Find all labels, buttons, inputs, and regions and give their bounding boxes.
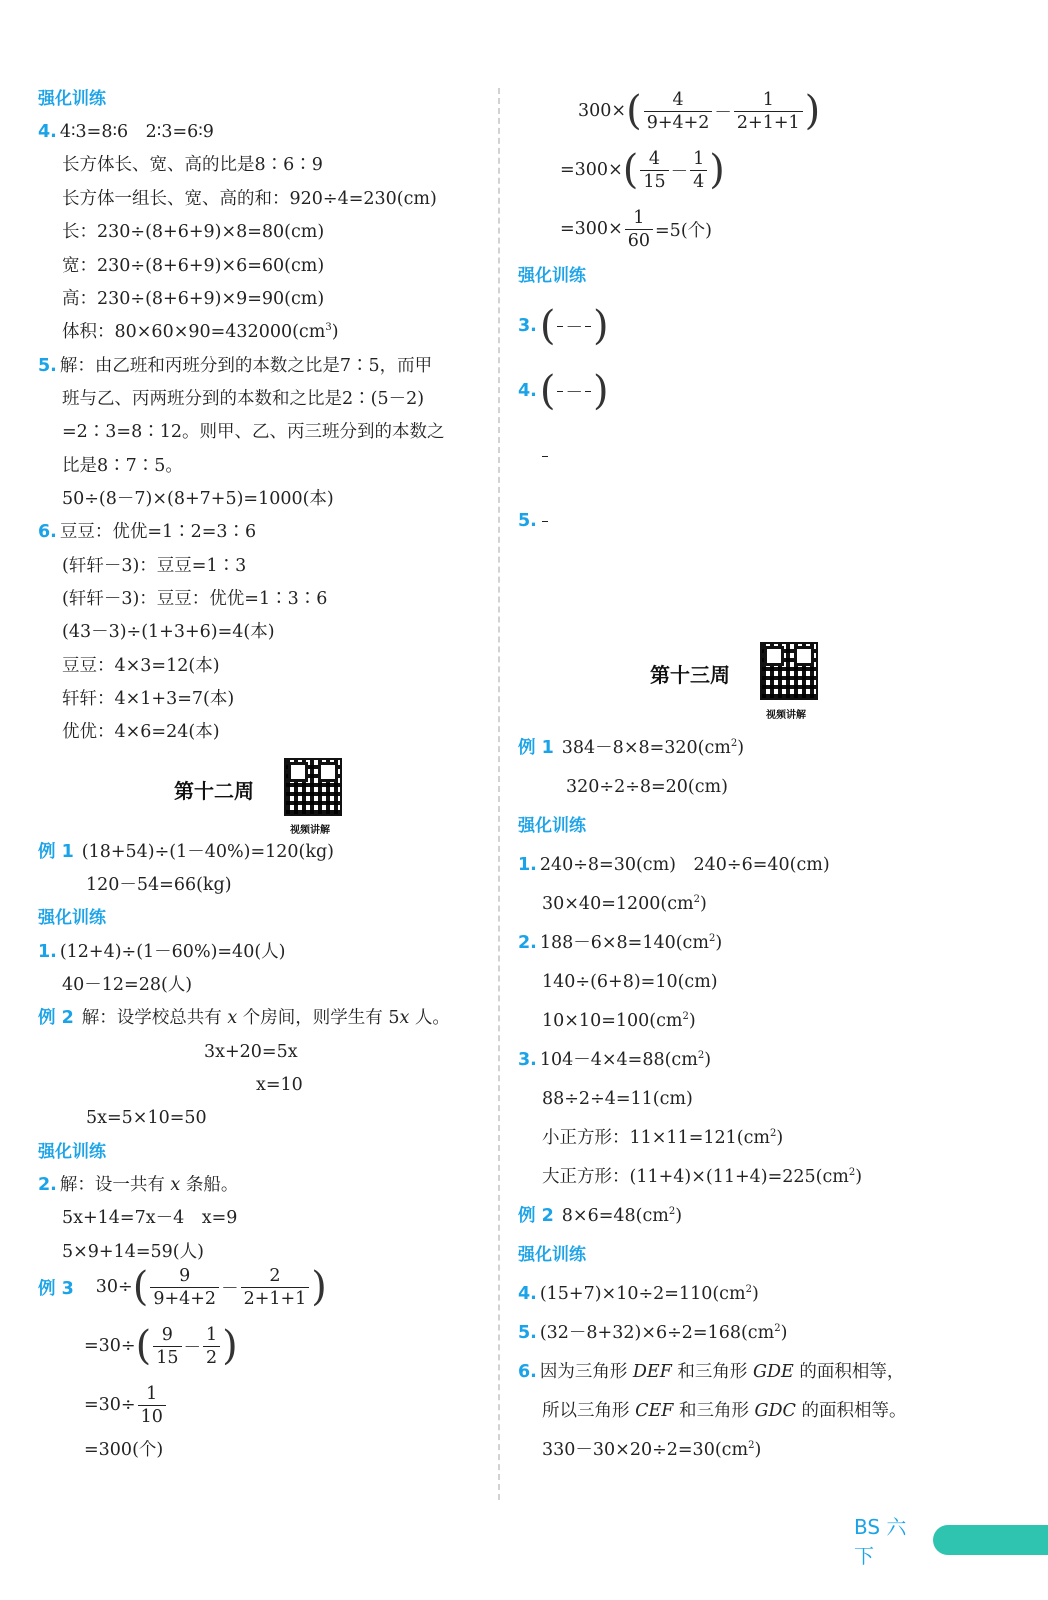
q5-line-1: 5. [518, 496, 550, 546]
q6-line-1: 6. 因为三角形 DEF 和三角形 GDE 的面积相等， [518, 1362, 905, 1382]
example-2-eq-2: x=10 [256, 1075, 303, 1095]
column-divider [498, 88, 500, 1500]
q4-line-6: 高：230÷(8+6+9)×9=90(cm) [62, 289, 325, 309]
q5-line-4: 比是8∶7∶5。 [62, 456, 183, 476]
q3-line-3: 小正方形：$11\times 11=121(cm^2)$ [542, 1128, 784, 1148]
fraction: $\frac{1}{2+1+1}$ [734, 89, 803, 134]
q6-line-1: 6. 豆豆：优优=1∶2=3∶6 [38, 522, 257, 542]
fraction: $\frac{2}{2+1+1}$ [241, 1265, 310, 1310]
q6-line-2: 所以三角形 CEF 和三角形 GDC 的面积相等。 [542, 1401, 907, 1421]
q1-line-2: $30\times 40=1200(cm^2)$ [542, 894, 707, 914]
week-13-title: 第十三周 [650, 663, 730, 687]
section-heading: 强化训练 [38, 89, 106, 109]
q6-line-2: (轩轩－3)：豆豆=1∶3 [62, 556, 247, 576]
q4-line-3: 长方体一组长、宽、高的和：920÷4=230(cm) [62, 189, 437, 209]
q4-line-1: 4. ( － ) [518, 368, 609, 414]
q2-line-2: 140÷(6+8)=10(cm) [542, 972, 718, 992]
q4-line: 4. $(15+7)\times 10\div 2=110(cm^2)$ [518, 1284, 759, 1304]
q2-line-2: 5x+14=7x－4 x=9 [62, 1208, 238, 1228]
q6-line-7: 优优：4×6=24(本) [62, 722, 220, 742]
q6-line-4: (43－3)÷(1+3+6)=4(本) [62, 622, 275, 642]
fraction [542, 521, 548, 522]
example-1-line-2: 120－54=66(kg) [86, 875, 232, 895]
q2-line-3: 5×9+14=59(人) [62, 1242, 204, 1262]
fraction: $\frac{1}{4}$ [690, 148, 707, 193]
q2-line-3: $10\times 10=100(cm^2)$ [542, 1011, 696, 1031]
fraction: $\frac{9}{9+4+2}$ [150, 1265, 219, 1310]
page-footer [818, 1515, 1048, 1568]
q4-line-4: 长：230÷(8+6+9)×8=80(cm) [62, 222, 325, 242]
example-2-eq-1: 3x+20=5x [204, 1042, 298, 1062]
fraction: $\frac{1}{10}$ [138, 1383, 166, 1428]
q5-line-3: =2∶3=8∶12。则甲、乙、丙三班分到的本数之 [62, 422, 445, 442]
qr-caption: 视频讲解 [290, 825, 330, 836]
fraction: $\frac{1}{2}$ [203, 1324, 220, 1369]
section-heading: 强化训练 [518, 266, 586, 286]
footer-tab-decoration [933, 1525, 1048, 1555]
section-heading: 强化训练 [38, 1142, 106, 1162]
fraction [585, 391, 591, 392]
q4-line-7: 体积：$80\times 60\times 90=432000(cm^3)$ [62, 322, 339, 342]
example-1-line-1: 例 1 (18+54)÷(1－40%)=120(kg) [38, 842, 335, 862]
q3-line-1: 3. ( － ) [518, 303, 609, 349]
fraction: $\frac{4}{9+4+2}$ [644, 89, 713, 134]
example-2-line-1: 例 2 $8\times 6=48(cm^2)$ [518, 1206, 683, 1226]
q6-line-5: 豆豆：4×3=12(本) [62, 656, 220, 676]
section-heading: 强化训练 [518, 1245, 586, 1265]
fraction [557, 326, 563, 327]
q6-line-6: 轩轩：4×1+3=7(本) [62, 689, 235, 709]
q5-line-1: 5. 解：由乙班和丙班分到的本数之比是7∶5，而甲 [38, 356, 433, 376]
qr-code-icon[interactable] [760, 642, 818, 700]
qr-code-icon[interactable] [284, 758, 342, 816]
fraction [557, 391, 563, 392]
q4-line-1: 4. 4∶3=8∶6 2∶3=6∶9 [38, 122, 214, 142]
qr-caption: 视频讲解 [766, 710, 806, 721]
q2-line-1: 2. $188-6\times 8=140(cm^2)$ [518, 933, 723, 953]
q6-line-3: (轩轩－3)：豆豆：优优=1∶3∶6 [62, 589, 328, 609]
footer-label: BS 六下 [854, 1515, 907, 1568]
q3-line-4: 大正方形：$(11+4)\times(11+4)=225(cm^2)$ [542, 1167, 863, 1187]
example-3-line-1: 例 3 30÷ ( $\frac{9}{9+4+2}$ － $\frac{2}{2+1+1}$ ) [38, 1264, 327, 1310]
continued-line-1: 300× ( $\frac{4}{9+4+2}$ － $\frac{1}{2+1+1}$ ) [578, 88, 821, 134]
q6-line-3: $330-30\times 20\div 2=30(cm^2)$ [542, 1440, 762, 1460]
fraction [542, 456, 548, 457]
example-2-line-1: 例 2 解：设学校总共有 x 个房间，则学生有 5x 人。 [38, 1008, 450, 1028]
fraction: $\frac{4}{15}$ [640, 148, 668, 193]
week-12-title: 第十二周 [174, 779, 254, 803]
q4-line-2 [540, 431, 550, 481]
section-heading: 强化训练 [518, 816, 586, 836]
example-3-line-3: =30÷ $\frac{1}{10}$ [84, 1380, 168, 1430]
continued-line-2: =300× ( $\frac{4}{15}$ － $\frac{1}{4}$ ) [560, 147, 725, 193]
q4-line-2: 长方体长、宽、高的比是8∶6∶9 [62, 155, 323, 175]
fraction [585, 326, 591, 327]
example-2-eq-3: 5x=5×10=50 [86, 1108, 207, 1128]
q3-line-2: 88÷2÷4=11(cm) [542, 1089, 693, 1109]
q2-line-1: 2. 解：设一共有 x 条船。 [38, 1175, 239, 1195]
q1-line-2: 40－12=28(人) [62, 975, 193, 995]
q1-line-1: 1. (12+4)÷(1－60%)=40(人) [38, 942, 286, 962]
q5-line-5: 50÷(8－7)×(8+7+5)=1000(本) [62, 489, 334, 509]
example-1-line-2: 320÷2÷8=20(cm) [566, 777, 728, 797]
example-1-line-1: 例 1 $384-8\times 8=320(cm^2)$ [518, 738, 745, 758]
q5-line: 5. $(32-8+32)\times 6\div 2=168(cm^2)$ [518, 1323, 788, 1343]
continued-line-3: =300× $\frac{1}{60}$ =5(个) [560, 207, 712, 251]
q3-line-1: 3. $104-4\times 4=88(cm^2)$ [518, 1050, 712, 1070]
q5-line-2: 班与乙、丙两班分到的本数和之比是2∶(5－2) [62, 389, 425, 409]
q1-line-1: 1. 240÷8=30(cm) 240÷6=40(cm) [518, 855, 830, 875]
fraction: $\frac{1}{60}$ [625, 207, 653, 252]
q4-line-5: 宽：230÷(8+6+9)×6=60(cm) [62, 256, 325, 276]
example-3-line-2: =30÷ ( $\frac{9}{15}$ － $\frac{1}{2}$ ) [84, 1323, 238, 1369]
example-3-line-4: =300(个) [84, 1440, 164, 1460]
section-heading: 强化训练 [38, 908, 106, 928]
fraction: $\frac{9}{15}$ [153, 1324, 181, 1369]
